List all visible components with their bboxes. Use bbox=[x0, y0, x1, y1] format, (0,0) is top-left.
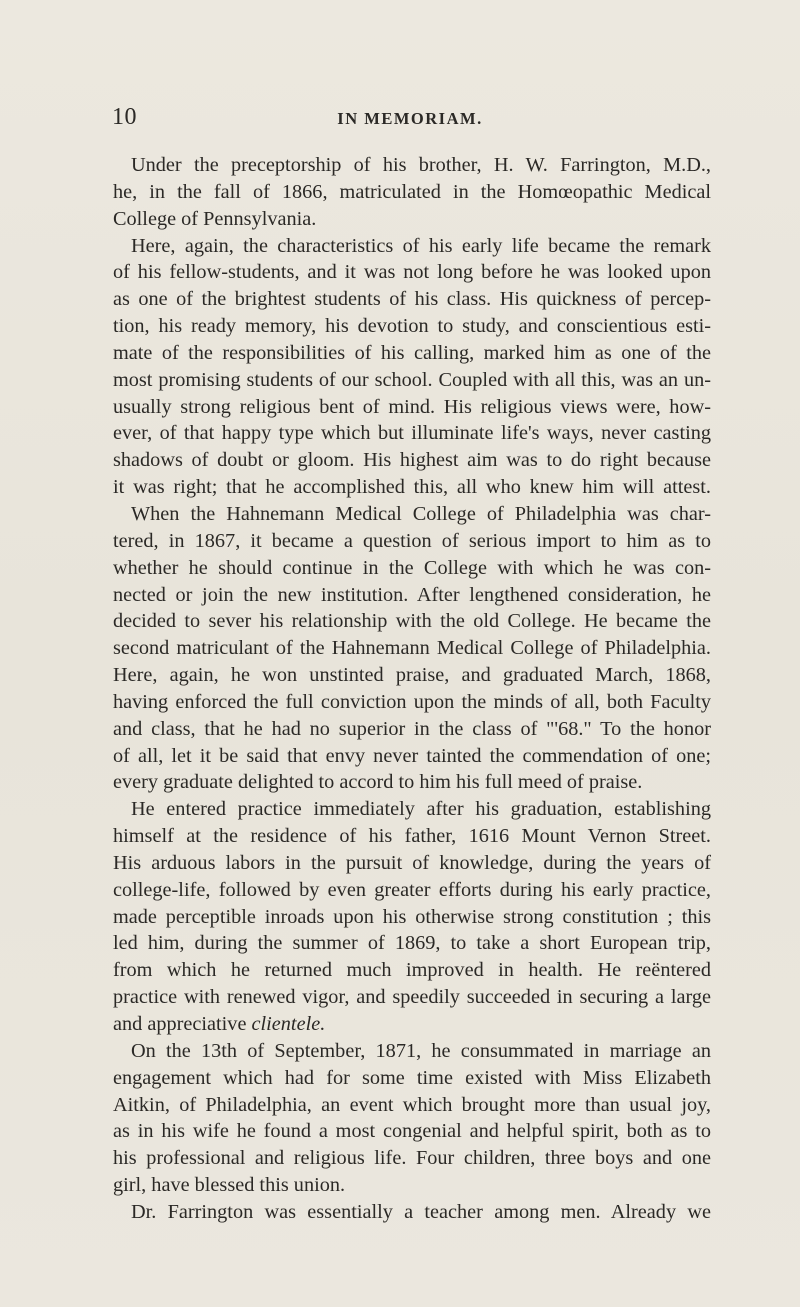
text-line: His arduous labors in the pursuit of knowledge, during the years of bbox=[113, 851, 711, 874]
text-line: Under the preceptorship of his brother, H. W. Farrington, M.D., bbox=[131, 154, 711, 176]
text-line: tered, in 1867, it became a question of serious import to him as to bbox=[113, 529, 711, 552]
text-line: College of Pennsylvania. bbox=[113, 207, 317, 230]
text-line: whether he should continue in the College with which he was con- bbox=[113, 556, 711, 579]
text-line: practice with renewed vigor, and speedily succeeded in securing a large bbox=[113, 986, 711, 1009]
text-line: He entered practice immediately after his graduation, establishing bbox=[131, 798, 711, 821]
text-line: led him, during the summer of 1869, to take a short European trip, bbox=[113, 932, 711, 955]
text-line: every graduate delighted to accord to him his full meed of praise. bbox=[113, 771, 643, 794]
text-line: tion, his ready memory, his devotion to study, and conscientious esti- bbox=[113, 315, 711, 338]
page-number: 10 bbox=[112, 104, 137, 130]
text-line: On the 13th of September, 1871, he consummated in marriage an bbox=[131, 1039, 711, 1062]
running-title: IN MEMORIAM. bbox=[337, 109, 483, 128]
text-line: as in his wife he found a most congenial and helpful spirit, both as to bbox=[113, 1120, 711, 1143]
text-line: as one of the brightest students of his class. His quickness of percep- bbox=[113, 288, 711, 311]
text-line: ever, of that happy type which but illuminate life's ways, never casting bbox=[113, 422, 711, 445]
text-line: Here, again, the characteristics of his early life became the remark bbox=[131, 234, 711, 257]
text-line: second matriculant of the Hahnemann Medical College of Philadelphia. bbox=[113, 637, 711, 660]
text-line: usually strong religious bent of mind. His religious views were, how- bbox=[113, 395, 711, 418]
text-line: he, in the fall of 1866, matriculated in the Homœopathic Medical bbox=[113, 180, 711, 203]
text-line: Aitkin, of Philadelphia, an event which brought more than usual joy, bbox=[113, 1093, 711, 1116]
text-line: college-life, followed by even greater efforts during his early practice, bbox=[113, 878, 711, 901]
italic-word: clientele. bbox=[251, 1013, 326, 1035]
text-line: most promising students of our school. Coupled with all this, was an un- bbox=[113, 368, 711, 391]
text-line: nected or join the new institution. After lengthened consideration, he bbox=[113, 583, 711, 606]
page-header bbox=[112, 104, 708, 134]
text-line bbox=[113, 1011, 711, 1038]
text-line: from which he returned much improved in health. He reëntered bbox=[113, 959, 711, 982]
text-line: Here, again, he won unstinted praise, and graduated March, 1868, bbox=[113, 664, 711, 687]
text-line: it was right; that he accomplished this, all who knew him will attest. bbox=[113, 476, 711, 499]
text-line: made perceptible inroads upon his otherwise strong constitution ; this bbox=[113, 905, 711, 928]
text-line: of all, let it be said that envy never tainted the commendation of one; bbox=[113, 744, 711, 767]
body-text bbox=[113, 152, 711, 1226]
text-line: having enforced the full conviction upon the minds of all, both Faculty bbox=[113, 690, 711, 713]
text-line: When the Hahnemann Medical College of Philadelphia was char- bbox=[131, 502, 711, 525]
text-line: Dr. Farrington was essentially a teacher among men. Already we bbox=[131, 1200, 711, 1223]
text-line: mate of the responsibilities of his calling, marked him as one of the bbox=[113, 341, 711, 364]
text-line: shadows of doubt or gloom. His highest aim was to do right because bbox=[113, 449, 711, 472]
text-segment: and appreciative bbox=[113, 1013, 252, 1035]
text-line: of his fellow-students, and it was not long before he was looked upon bbox=[113, 261, 711, 284]
text-line: girl, have blessed this union. bbox=[113, 1174, 346, 1197]
text-line: his professional and religious life. Four children, three boys and one bbox=[113, 1147, 711, 1170]
text-line: engagement which had for some time existed with Miss Elizabeth bbox=[113, 1066, 711, 1089]
text-line: decided to sever his relationship with the old College. He became the bbox=[113, 610, 711, 633]
text-line: himself at the residence of his father, 1616 Mount Vernon Street. bbox=[113, 825, 711, 848]
text-line: and class, that he had no superior in the class of "'68." To the honor bbox=[113, 717, 711, 740]
